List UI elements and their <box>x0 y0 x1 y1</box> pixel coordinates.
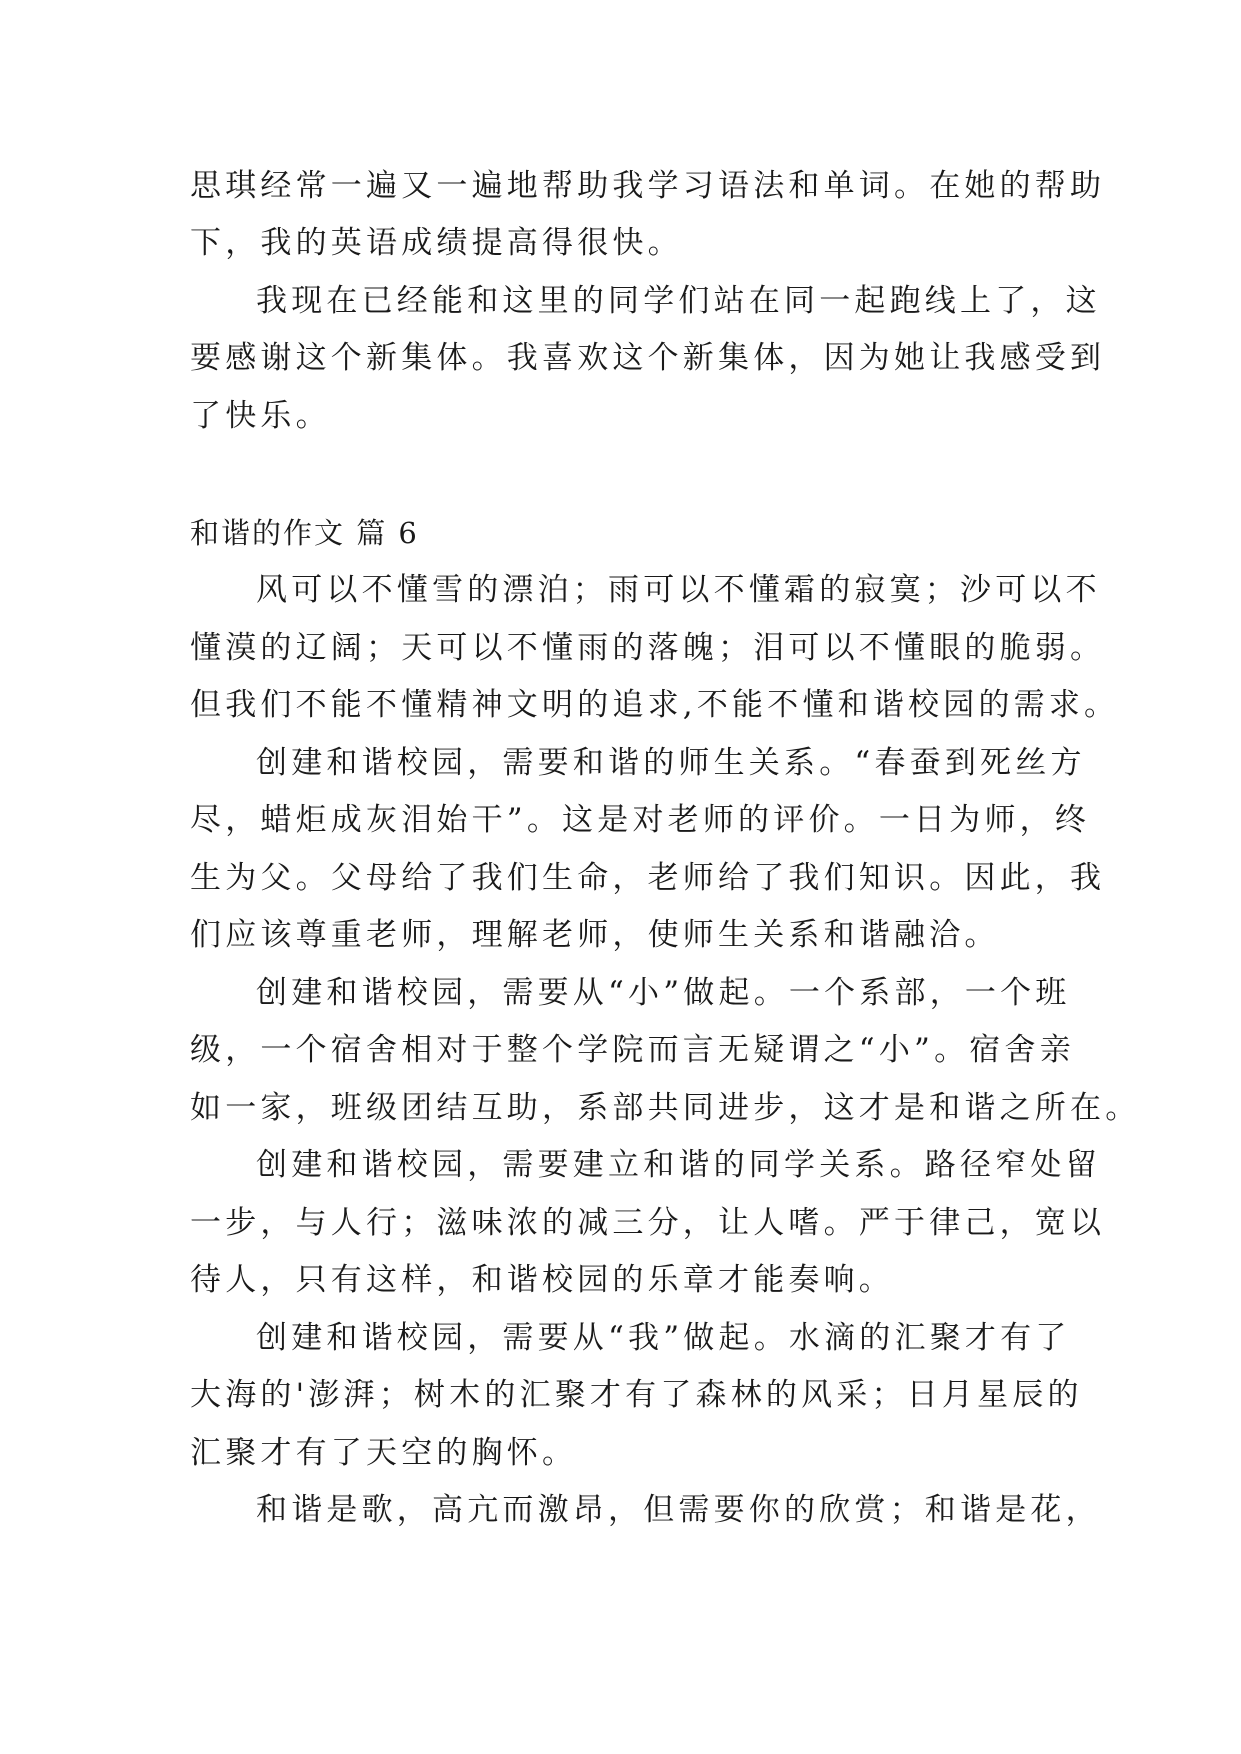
paragraph-start-line: 和谐是歌，高亢而激昂，但需要你的欣赏；和谐是花， <box>256 1492 1101 1528</box>
paragraph-start-line: 风可以不懂雪的漂泊；雨可以不懂霜的寂寞；沙可以不 <box>256 572 1101 608</box>
paragraph-start-line: 我现在已经能和这里的同学们站在同一起跑线上了，这 <box>256 283 1101 319</box>
text-line: 要感谢这个新集体。我喜欢这个新集体，因为她让我感受到 <box>190 340 1106 376</box>
text-line: 下，我的英语成绩提高得很快。 <box>190 225 683 261</box>
text-line: 生为父。父母给了我们生命，老师给了我们知识。因此，我 <box>190 860 1106 896</box>
text-line: 懂漠的辽阔；天可以不懂雨的落魄；泪可以不懂眼的脆弱。 <box>190 630 1106 666</box>
text-line: 尽，蜡炬成灰泪始干”。这是对老师的评价。一日为师，终 <box>190 802 1091 838</box>
text-line: 如一家，班级团结互助，系部共同进步，这才是和谐之所在。 <box>190 1090 1141 1126</box>
text-line: 但我们不能不懂精神文明的追求,不能不懂和谐校园的需求。 <box>190 687 1120 723</box>
text-line: 汇聚才有了天空的胸怀。 <box>190 1435 578 1471</box>
text-line: 一步，与人行；滋味浓的减三分，让人嗜。严于律己，宽以 <box>190 1205 1106 1241</box>
text-line: 大海的'澎湃；树木的汇聚才有了森林的风采；日月星辰的 <box>190 1377 1083 1413</box>
paragraph-start-line: 创建和谐校园，需要和谐的师生关系。“春蚕到死丝方 <box>256 745 1086 781</box>
paragraph-start-line: 创建和谐校园，需要建立和谐的同学关系。路径窄处留 <box>256 1147 1101 1183</box>
text-line: 思琪经常一遍又一遍地帮助我学习语法和单词。在她的帮助 <box>190 168 1106 204</box>
text-line: 了快乐。 <box>190 398 331 434</box>
text-line: 待人，只有这样，和谐校园的乐章才能奏响。 <box>190 1262 894 1298</box>
section-heading: 和谐的作文 篇 6 <box>190 516 419 550</box>
text-line: 们应该尊重老师，理解老师，使师生关系和谐融洽。 <box>190 917 1000 953</box>
text-line: 级，一个宿舍相对于整个学院而言无疑谓之“小”。宿舍亲 <box>190 1032 1075 1068</box>
paragraph-start-line: 创建和谐校园，需要从“小”做起。一个系部，一个班 <box>256 975 1071 1011</box>
paragraph-start-line: 创建和谐校园，需要从“我”做起。水滴的汇聚才有了 <box>256 1320 1071 1356</box>
